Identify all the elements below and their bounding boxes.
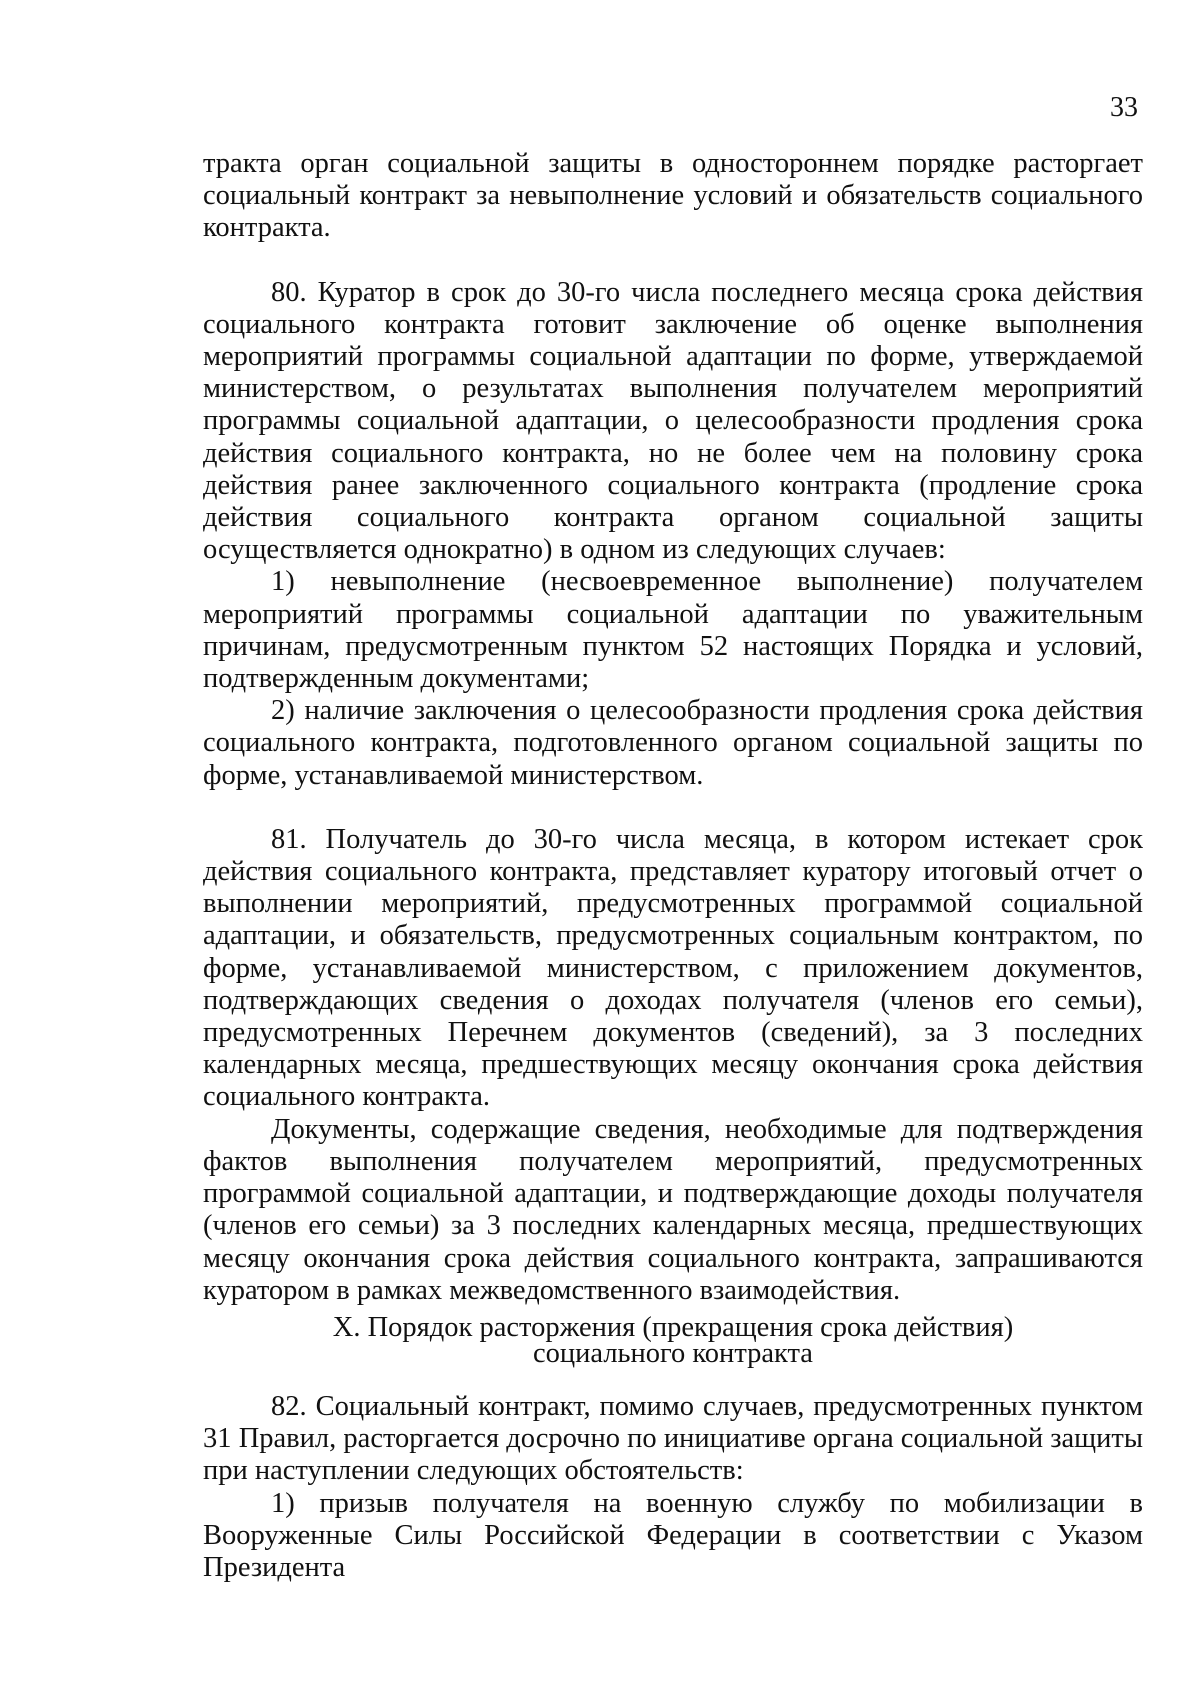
page-number: 33 bbox=[1110, 92, 1138, 123]
paragraph-80-item-2: 2) наличие заключения о целесообразности продления срока действия социального контракта, подготовленного органом социальной защиты по форме, устанавливаемой министерством. bbox=[203, 695, 1143, 791]
section-heading-line-2: социального контракта bbox=[533, 1337, 813, 1369]
paragraph-80-item-1: 1) невыполнение (несвоевременное выполнение) получателем мероприятий программы социальной адаптации по уважительным причинам, предусмотренным пунктом 52 настоящих Порядка и условий, подтвержденным документами; bbox=[203, 566, 1143, 695]
paragraph-continuation: тракта орган социальной защиты в одностороннем порядке расторгает социальный контракт за невыполнение условий и обязательств социального контракта. bbox=[203, 148, 1143, 244]
paragraph-80: 80. Куратор в срок до 30-го числа последнего месяца срока действия социального контракта готовит заключение об оценке выполнения мероприятий программы социальной адаптации по форме, утверждаемой министерством, о результатах выполнения получателем мероприятий программы социальной адаптации, о целесообразности продления срока действия социального контракта, но не более чем на половину срока действия ранее заключенного социального контракта (продление срока действия социального контракта органом социальной защиты осуществляется однократно) в одном из следующих случаев: bbox=[203, 276, 1143, 566]
section-heading-line-1: X. Порядок расторжения (прекращения срока действия) bbox=[332, 1311, 1014, 1343]
paragraph-81: 81. Получатель до 30-го числа месяца, в котором истекает срок действия социального контракта, представляет куратору итоговый отчет о выполнении мероприятий, предусмотренных программой социальной адаптации, и обязательств, предусмотренных социальным контрактом, по форме, устанавливаемой министерством, с приложением документов, подтверждающих сведения о доходах получателя (членов его семьи), предусмотренных Перечнем документов (сведений), за 3 последних календарных месяца, предшествующих месяцу окончания срока действия социального контракта. bbox=[203, 823, 1143, 1113]
paragraph-81-documents: Документы, содержащие сведения, необходимые для подтверждения фактов выполнения получателем мероприятий, предусмотренных программой социальной адаптации, и подтверждающие доходы получателя (членов его семьи) за 3 последних календарных месяца, предшествующих месяцу окончания срока действия социального контракта, запрашиваются куратором в рамках межведомственного взаимодействия. bbox=[203, 1113, 1143, 1306]
paragraph-82: 82. Социальный контракт, помимо случаев, предусмотренных пунктом 31 Правил, расторгается досрочно по инициативе органа социальной защиты при наступлении следующих обстоятельств: bbox=[203, 1390, 1143, 1487]
paragraph-82-item-1: 1) призыв получателя на военную службу по мобилизации в Вооруженные Силы Российской Федерации в соответствии с Указом Президента bbox=[203, 1487, 1143, 1583]
document-body bbox=[203, 148, 1143, 1584]
section-heading bbox=[203, 1311, 1143, 1369]
